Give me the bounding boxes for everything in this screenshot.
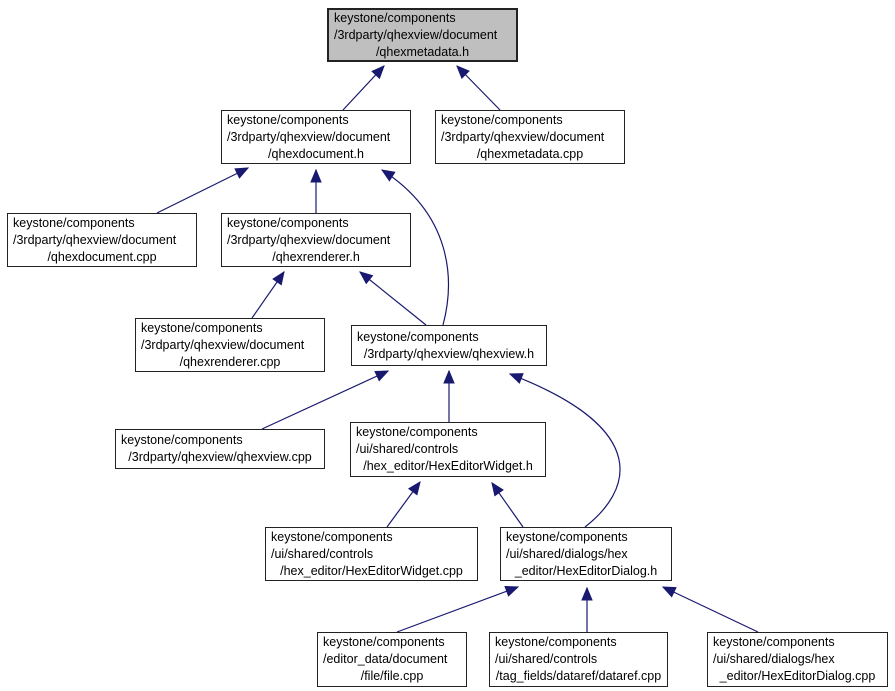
edge-qhexview_cpp-to-qhexview_h — [262, 371, 388, 429]
node-qhexmetadata-h — [327, 8, 518, 62]
node-label-line: /file/file.cpp — [360, 669, 424, 683]
node-label-line: /tag_fields/dataref/dataref.cpp — [495, 669, 662, 683]
node-qhexmetadata-cpp[interactable] — [435, 110, 625, 164]
node-label-line: /qhexrenderer.h — [272, 249, 360, 264]
node-label-line: keystone/components — [13, 215, 135, 230]
node-label-line: keystone/components — [356, 425, 478, 439]
node-label-line: /qhexdocument.cpp — [47, 249, 157, 264]
node-label-line: /3rdparty/qhexview/document — [13, 232, 177, 247]
node-file-cpp[interactable] — [317, 632, 467, 687]
node-label-line: /qhexmetadata.cpp — [476, 146, 584, 161]
edge-HexEditorDialog_h-to-HexEditorWidget_h — [492, 483, 523, 527]
node-label-line: /3rdparty/qhexview/qhexview.h — [363, 346, 535, 361]
node-qhexview-h[interactable] — [351, 325, 547, 366]
node-qhexdocument-h[interactable] — [221, 110, 411, 164]
node-label-line: keystone/components — [141, 320, 263, 335]
node-label-line: keystone/components — [441, 112, 563, 127]
edge-HexEditorDialog_cpp-to-HexEditorDialog_h — [663, 587, 758, 632]
node-label-line: /ui/shared/dialogs/hex — [506, 546, 628, 561]
node-label-line: /editor_data/document — [323, 652, 448, 666]
node-label-line: keystone/components — [271, 529, 393, 544]
node-label-line: /qhexmetadata.h — [375, 44, 470, 59]
node-label-line: keystone/components — [713, 635, 835, 649]
node-label-line: /ui/shared/controls — [271, 546, 374, 561]
node-label-line: keystone/components — [227, 215, 349, 230]
node-label-line: /qhexrenderer.cpp — [179, 354, 281, 369]
node-hexeditorwidget-cpp[interactable] — [265, 527, 478, 581]
node-label-line: /3rdparty/qhexview/document — [227, 232, 391, 247]
node-label-line: keystone/components — [334, 10, 456, 25]
edge-qhexrenderer_cpp-to-qhexrenderer_h — [252, 272, 284, 318]
node-label-line: keystone/components — [357, 329, 479, 344]
node-label-line: /3rdparty/qhexview/document — [141, 337, 305, 352]
node-label-line: keystone/components — [495, 635, 617, 649]
node-label-line: keystone/components — [227, 112, 349, 127]
node-hexeditorwidget-h[interactable] — [350, 422, 546, 477]
edge-qhexmetadata_cpp-to-qhexmetadata_h — [457, 66, 500, 110]
node-label-line: /ui/shared/controls — [356, 442, 459, 456]
node-dataref-cpp[interactable] — [489, 632, 668, 687]
node-qhexrenderer-h[interactable] — [221, 213, 411, 267]
node-label-line: /hex_editor/HexEditorWidget.h — [363, 459, 533, 473]
node-label-line: keystone/components — [506, 529, 628, 544]
node-label-line: /3rdparty/qhexview/document — [441, 129, 605, 144]
node-label-line: /ui/shared/dialogs/hex — [713, 652, 835, 666]
node-label-line: /3rdparty/qhexview/document — [334, 27, 498, 42]
node-qhexview-cpp[interactable] — [115, 429, 325, 469]
node-hexeditordialog-h[interactable] — [500, 527, 672, 581]
node-label-line: keystone/components — [323, 635, 445, 649]
node-label-line: _editor/HexEditorDialog.h — [514, 563, 658, 578]
node-hexeditordialog-cpp[interactable] — [707, 632, 888, 687]
node-label-line: /hex_editor/HexEditorWidget.cpp — [280, 563, 463, 578]
node-label-line: /qhexdocument.h — [268, 146, 364, 161]
edge-qhexview_h-to-qhexrenderer_h — [360, 272, 426, 325]
node-label-line: _editor/HexEditorDialog.cpp — [719, 669, 876, 683]
node-label-line: keystone/components — [121, 433, 243, 447]
node-label-line: /3rdparty/qhexview/qhexview.cpp — [128, 450, 312, 464]
edge-file_cpp-to-HexEditorDialog_h — [397, 587, 518, 632]
node-qhexrenderer-cpp[interactable] — [135, 318, 325, 372]
node-label-line: /3rdparty/qhexview/document — [227, 129, 391, 144]
node-qhexdocument-cpp[interactable] — [7, 213, 197, 267]
edge-qhexdocument_h-to-qhexmetadata_h — [343, 66, 384, 110]
edge-qhexdocument_cpp-to-qhexdocument_h — [157, 168, 248, 213]
edge-HexEditorWidget_cpp-to-HexEditorWidget_h — [387, 482, 420, 527]
node-label-line: /ui/shared/controls — [495, 652, 598, 666]
